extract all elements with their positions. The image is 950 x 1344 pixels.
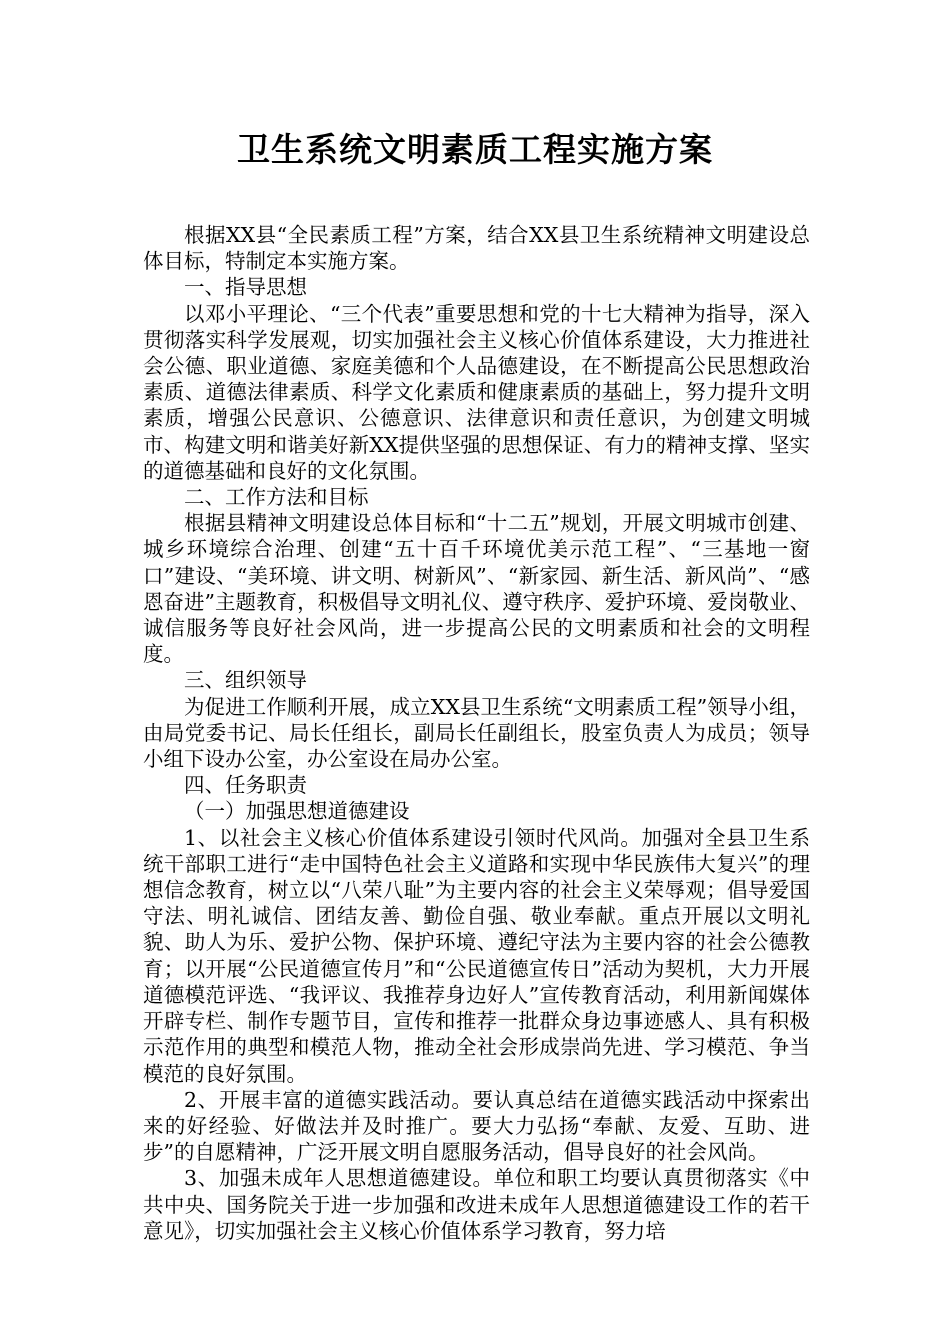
document-body [143, 222, 810, 1244]
section-heading-tasks: 四、任务职责 [184, 773, 307, 798]
task-item-2-paragraph: 2、开展丰富的道德实践活动。要认真总结在道德实践活动中探索出来的好经验、好做法并及时推广。要大力弘扬“奉献、友爱、互助、进步”的自愿精神，广泛开展文明自愿服务活动，倡导良好的社会风尚。 [143, 1087, 810, 1165]
section-heading-methods-goals: 二、工作方法和目标 [184, 485, 369, 510]
section-heading-guiding-ideology: 一、指导思想 [184, 275, 307, 300]
document-title: 卫生系统文明素质工程实施方案 [237, 130, 713, 169]
subsection-heading-moral-construction: （一）加强思想道德建设 [184, 799, 410, 824]
organization-paragraph: 为促进工作顺利开展，成立XX县卫生系统“文明素质工程”领导小组，由局党委书记、局长任组长，副局长任副组长，股室负责人为成员；领导小组下设办公室，办公室设在局办公室。 [143, 694, 810, 772]
task-item-1-paragraph: 1、以社会主义核心价值体系建设引领时代风尚。加强对全县卫生系统干部职工进行“走中国特色社会主义道路和实现中华民族伟大复兴”的理想信念教育，树立以“八荣八耻”为主要内容的社会主义荣辱观；倡导爱国守法、明礼诚信、团结友善、勤俭自强、敬业奉献。重点开展以文明礼貌、助人为乐、爱护公物、保护环境、遵纪守法为主要内容的社会公德教育；以开展“公民道德宣传月”和“公民道德宣传日”活动为契机，大力开展道德模范评选、“我评议、我推荐身边好人”宣传教育活动，利用新闻媒体开辟专栏、制作专题节目，宣传和推荐一批群众身边事迹感人、具有积极示范作用的典型和模范人物，推动全社会形成崇尚先进、学习模范、争当模范的良好氛围。 [143, 825, 810, 1086]
intro-paragraph: 根据XX县“全民素质工程”方案，结合XX县卫生系统精神文明建设总体目标，特制定本实施方案。 [143, 223, 810, 274]
section-heading-organization: 三、组织领导 [184, 668, 307, 693]
task-item-3-paragraph: 3、加强未成年人思想道德建设。单位和职工均要认真贯彻落实《中共中央、国务院关于进一步加强和改进未成年人思想道德建设工作的若干意见》，切实加强社会主义核心价值体系学习教育，努力培 [143, 1166, 810, 1243]
guiding-ideology-paragraph: 以邓小平理论、“三个代表”重要思想和党的十七大精神为指导，深入贯彻落实科学发展观，切实加强社会主义核心价值体系建设，大力推进社会公德、职业道德、家庭美德和个人品德建设，在不断提高公民思想政治素质、道德法律素质、科学文化素质和健康素质的基础上，努力提升文明素质，增强公民意识、公德意识、法律意识和责任意识，为创建文明城市、构建文明和谐美好新XX提供坚强的思想保证、有力的精神支撑、坚实的道德基础和良好的文化氛围。 [143, 301, 810, 483]
methods-goals-paragraph: 根据县精神文明建设总体目标和“十二五”规划，开展文明城市创建、城乡环境综合治理、创建“五十百千环境优美示范工程”、“三基地一窗口”建设、“美环境、讲文明、树新风”、“新家园、新生活、新风尚”、“感恩奋进”主题教育，积极倡导文明礼仪、遵守秩序、爱护环境、爱岗敬业、诚信服务等良好社会风尚，进一步提高公民的文明素质和社会的文明程度。 [143, 511, 810, 667]
